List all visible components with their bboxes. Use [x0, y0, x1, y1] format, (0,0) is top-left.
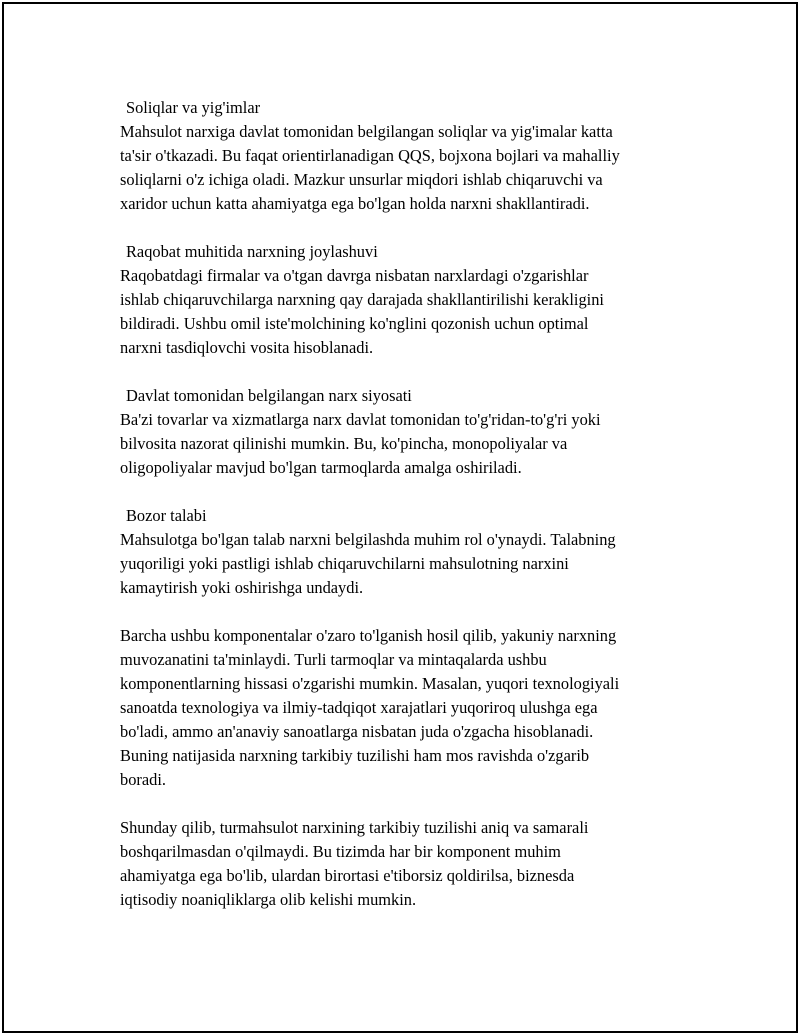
section-market-demand: [120, 504, 690, 600]
text-line: ta'sir o'tkazadi. Bu faqat orientirlanadigan QQS, bojxona bojlari va mahalliy: [120, 146, 620, 165]
text-line: Raqobatdagi firmalar va o'tgan davrga nisbatan narxlardagi o'zgarishlar: [120, 266, 589, 285]
section-heading: Raqobat muhitida narxning joylashuvi: [126, 242, 378, 261]
spacer: [120, 792, 690, 816]
conclusion-paragraph: [120, 816, 690, 912]
text-line: soliqlarni o'z ichiga oladi. Mazkur unsurlar miqdori ishlab chiqaruvchi va: [120, 170, 603, 189]
text-line: Mahsulotga bo'lgan talab narxni belgilashda muhim rol o'ynaydi. Talabning: [120, 530, 616, 549]
text-line: Barcha ushbu komponentalar o'zaro to'lganish hosil qilib, yakuniy narxning: [120, 626, 617, 645]
text-line: kamaytirish yoki oshirishga undaydi.: [120, 578, 364, 597]
text-line: bilvosita nazorat qilinishi mumkin. Bu, ko'pincha, monopoliyalar va: [120, 434, 568, 453]
spacer: [120, 480, 690, 504]
text-line: ahamiyatga ega bo'lib, ulardan birortasi e'tiborsiz qoldirilsa, biznesda: [120, 866, 575, 885]
text-line: oligopoliyalar mavjud bo'lgan tarmoqlarda amalga oshiriladi.: [120, 458, 522, 477]
text-line: bo'ladi, ammo an'anaviy sanoatlarga nisbatan juda o'zgacha hisoblanadi.: [120, 722, 594, 741]
text-line: yuqoriligi yoki pastligi ishlab chiqaruvchilarni mahsulotning narxini: [120, 554, 569, 573]
section-paragraph: [120, 264, 690, 360]
text-line: Ba'zi tovarlar va xizmatlarga narx davlat tomonidan to'g'ridan-to'g'ri yoki: [120, 410, 601, 429]
text-line: narxni tasdiqlovchi vosita hisoblanadi.: [120, 338, 374, 357]
text-line: sanoatda texnologiya va ilmiy-tadqiqot xarajatlari yuqoriroq ulushga ega: [120, 698, 598, 717]
spacer: [120, 600, 690, 624]
section-heading: Davlat tomonidan belgilangan narx siyosati: [126, 386, 412, 405]
section-paragraph: [120, 120, 690, 216]
document-body: [120, 96, 690, 912]
spacer: [120, 216, 690, 240]
section-competition: [120, 240, 690, 360]
page-frame: [2, 2, 798, 1033]
section-heading: Bozor talabi: [126, 506, 207, 525]
text-line: ishlab chiqaruvchilarga narxning qay darajada shakllantirilishi kerakligini: [120, 290, 604, 309]
text-line: Mahsulot narxiga davlat tomonidan belgilangan soliqlar va yig'imalar katta: [120, 122, 613, 141]
section-heading: Soliqlar va yig'imlar: [126, 98, 261, 117]
text-line: muvozanatini ta'minlaydi. Turli tarmoqlar va mintaqalarda ushbu: [120, 650, 547, 669]
text-line: iqtisodiy noaniqliklarga olib kelishi mumkin.: [120, 890, 417, 909]
section-state-pricing: [120, 384, 690, 480]
text-line: Shunday qilib, turmahsulot narxining tarkibiy tuzilishi aniq va samarali: [120, 818, 589, 837]
section-taxes: [120, 96, 690, 216]
summary-paragraph: [120, 624, 690, 792]
section-paragraph: [120, 408, 690, 480]
section-paragraph: [120, 528, 690, 600]
text-line: Buning natijasida narxning tarkibiy tuzilishi ham mos ravishda o'zgarib: [120, 746, 590, 765]
text-line: komponentlarning hissasi o'zgarishi mumkin. Masalan, yuqori texnologiyali: [120, 674, 620, 693]
spacer: [120, 360, 690, 384]
text-line: boshqarilmasdan o'qilmaydi. Bu tizimda har bir komponent muhim: [120, 842, 561, 861]
text-line: xaridor uchun katta ahamiyatga ega bo'lgan holda narxni shakllantiradi.: [120, 194, 590, 213]
text-line: bildiradi. Ushbu omil iste'molchining ko'nglini qozonish uchun optimal: [120, 314, 589, 333]
text-line: boradi.: [120, 770, 166, 789]
